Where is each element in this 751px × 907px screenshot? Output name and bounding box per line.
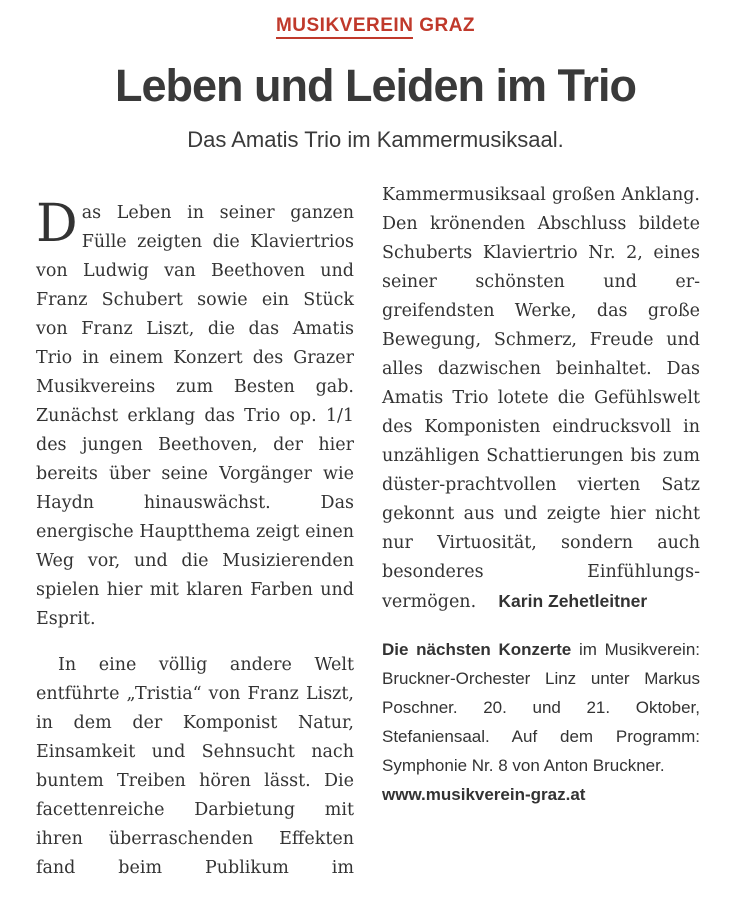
kicker-musikverein: MUSIKVEREIN xyxy=(276,15,413,39)
paragraph-2-text: In eine völlig andere Welt entführte „Tristia“ von Franz Liszt, in dem der Komponist Natur, Einsamkeit und Sehnsucht nach buntem Treiben hören lässt. Die facettenreiche Darbietung mit ihren überraschenden Effekten fand beim Publikum im Kammermusiksaal großen Anklang. Den krönenden Abschluss bildete Schuberts Klaviertrio Nr. 2, eines seiner schönsten und ergreifendsten Werke, das große Bewegung, Schmerz, Freude und alles dazwischen beinhaltet. Das Amatis Trio lotete die Gefühlswelt des Komponisten eindrucksvoll in unzähligen Schattierungen bis zum düster-prachtvollen vierten Satz gekonnt aus und zeigte hier nicht nur Virtuosität, sondern auch besonderes Einfühlungsvermögen. xyxy=(36,185,700,878)
article-headline: Leben und Leiden im Trio xyxy=(114,60,637,111)
article-subhead: Das Amatis Trio im Kammermusiksaal. xyxy=(187,127,564,152)
drop-cap: D xyxy=(36,193,78,254)
info-box xyxy=(382,635,700,809)
info-text: im Musikverein: Bruckner-Orchester Linz unter Markus Poschner. 20. und 21. Oktober, Stefaniensaal. Auf dem Programm: Symphonie Nr. 8 von Anton Bruckner. xyxy=(382,639,700,775)
website-link[interactable]: www.musikverein-graz.at xyxy=(382,784,586,804)
paragraph-1-text: as Leben in seiner ganzen Fülle zeigten die Klaviertrios von Ludwig van Beethoven und Franz Schubert sowie ein Stück von Franz Liszt, die das Amatis Trio in einem Konzert des Grazer Musikvereins zum Besten gab. Zunächst erklang das Trio op. 1/1 des jungen Beethoven, der hier bereits über seine Vorgänger wie Haydn hinauswächst. Das energische Hauptthema zeigt einen Weg vor, und die Musizierenden spielen hier mit klaren Farben und Esprit. xyxy=(36,202,354,629)
section-kicker xyxy=(0,14,751,38)
info-title: Die nächsten Konzerte xyxy=(382,639,572,659)
paragraph-1 xyxy=(36,193,354,634)
article-body xyxy=(36,181,700,893)
author-name: Karin Zehetleitner xyxy=(498,591,648,611)
kicker-graz: GRAZ xyxy=(413,15,476,36)
